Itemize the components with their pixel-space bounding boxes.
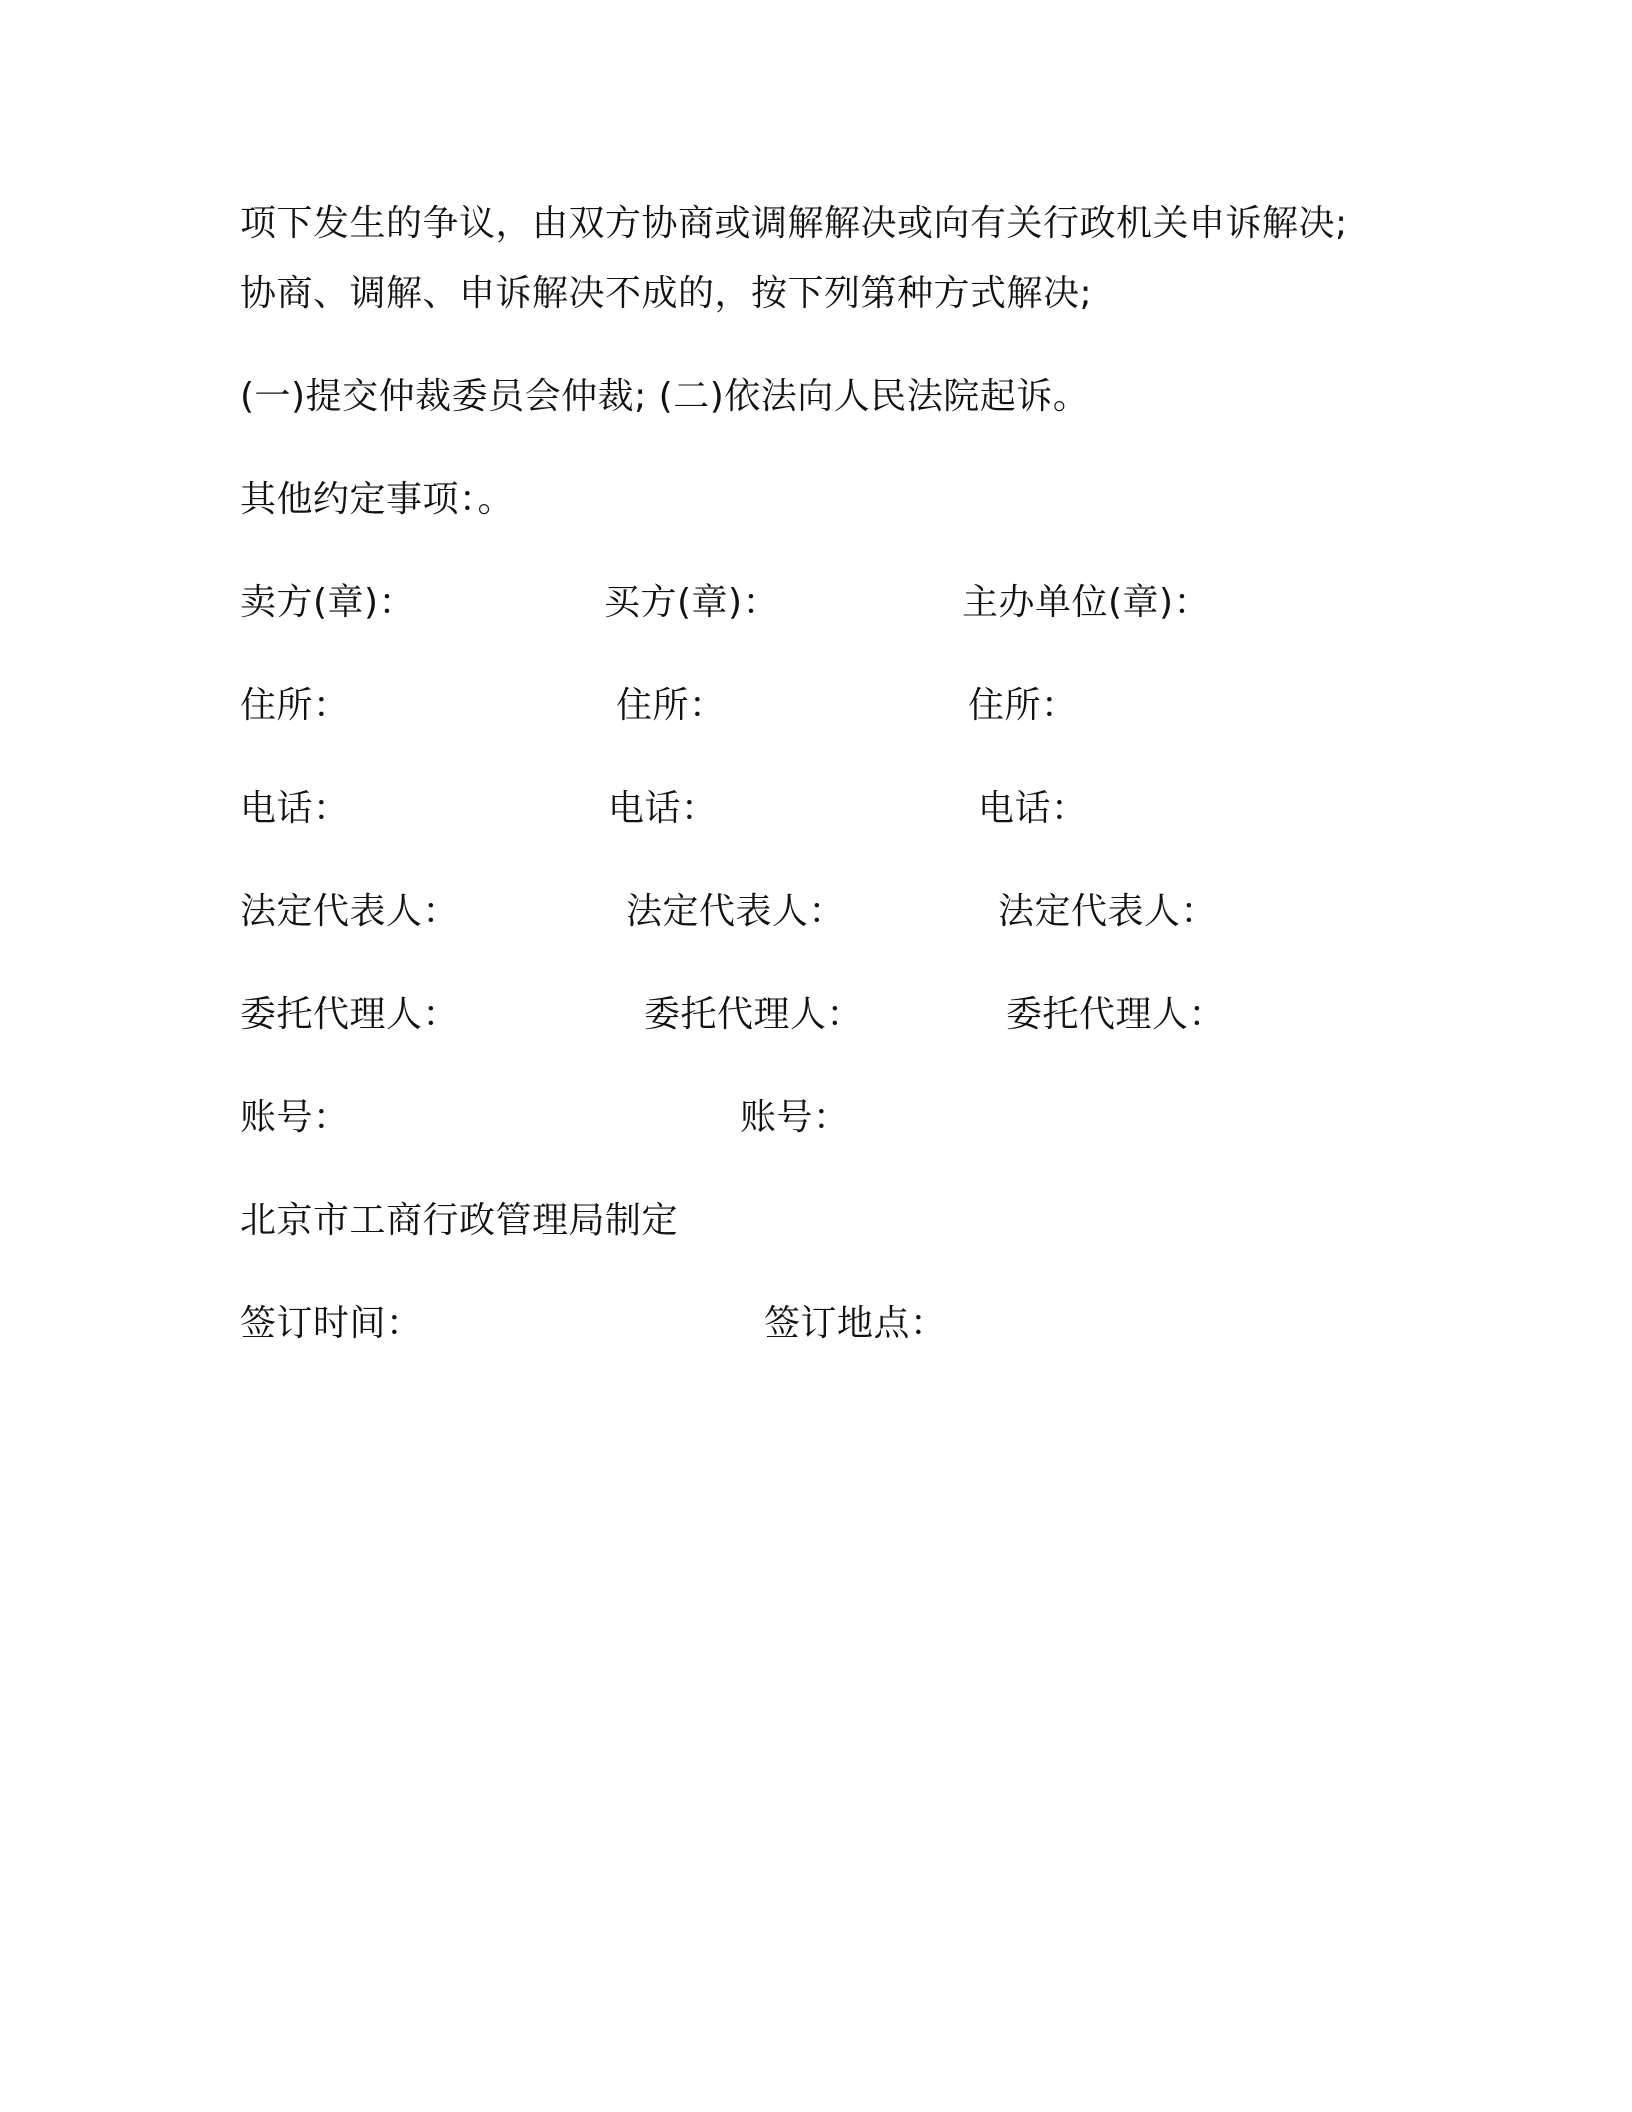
signing-time-label: 签订时间： bbox=[240, 1303, 423, 1344]
organizer-address-label: 住所： bbox=[968, 685, 1078, 726]
seller-account-label: 账号： bbox=[240, 1097, 350, 1138]
paragraph-resolution-options: (一)提交仲裁委员会仲裁; (二)依法向人民法院起诉。 bbox=[240, 376, 1090, 417]
organizer-legal-rep-label: 法定代表人： bbox=[998, 891, 1218, 932]
buyer-account-label: 账号： bbox=[740, 1097, 850, 1138]
issuer-text: 北京市工商行政管理局制定 bbox=[240, 1200, 679, 1241]
buyer-phone-label: 电话： bbox=[608, 788, 718, 829]
seller-agent-label: 委托代理人： bbox=[240, 994, 460, 1035]
buyer-stamp-label: 买方(章)： bbox=[604, 582, 780, 623]
paragraph-dispute-resolution: 项下发生的争议，由双方协商或调解解决或向有关行政机关申诉解决; bbox=[240, 203, 1348, 244]
paragraph-other-terms: 其他约定事项：。 bbox=[240, 479, 515, 520]
organizer-stamp-label: 主办单位(章)： bbox=[962, 582, 1211, 623]
seller-address-label: 住所： bbox=[240, 685, 350, 726]
buyer-agent-label: 委托代理人： bbox=[644, 994, 864, 1035]
organizer-phone-label: 电话： bbox=[978, 788, 1088, 829]
buyer-address-label: 住所： bbox=[616, 685, 726, 726]
organizer-agent-label: 委托代理人： bbox=[1006, 994, 1226, 1035]
signing-place-label: 签订地点： bbox=[764, 1303, 947, 1344]
seller-legal-rep-label: 法定代表人： bbox=[240, 891, 460, 932]
buyer-legal-rep-label: 法定代表人： bbox=[626, 891, 846, 932]
paragraph-negotiation-failure: 协商、调解、申诉解决不成的，按下列第种方式解决; bbox=[240, 273, 1093, 314]
seller-stamp-label: 卖方(章)： bbox=[240, 582, 416, 623]
seller-phone-label: 电话： bbox=[240, 788, 350, 829]
